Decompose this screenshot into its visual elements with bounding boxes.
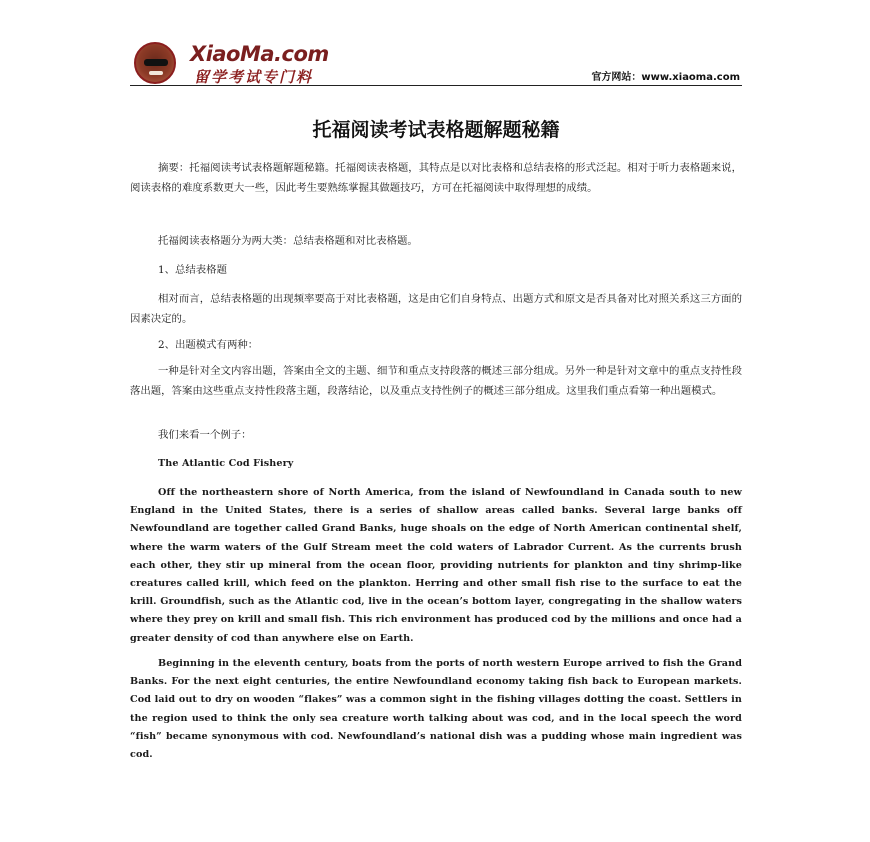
xiaoma-logo[interactable] [130,42,370,86]
mascot-mouth [149,71,163,75]
header-divider [130,85,742,86]
sunglasses-icon [144,59,168,66]
section-heading-1: 1、总结表格题 [158,264,227,276]
types-paragraph: 托福阅读表格题分为两大类：总结表格题和对比表格题。 [158,235,418,247]
abstract-paragraph: 摘要：托福阅读考试表格题解题秘籍。托福阅读表格题，其特点是以对比表格和总结表格的形式泛起。相对于听力表格题来说，阅读表格的难度系数更大一些，因此考生要熟练掌握其做题技巧，方可在托福阅读中取得理想的成绩。 [130,162,742,194]
passage-paragraph-2: Beginning in the eleventh century, boats from the ports of north western Europe arrived to fish the Grand Banks. For the next eight centuries, the entire Newfoundland economy taking fish back to European markets. Cod laid out to dry on wooden “flakes” was a common sight in the fishing villages dotting the coast. Settlers in the region used to think the only sea creature worth talking about was cod, and in the local speech the word “fish” became synonymous with cod. Newfoundland’s national dish was a pudding whose main ingredient was cod. [130,658,742,761]
section-heading-2: 2、出题模式有两种： [158,339,259,351]
passage-title: The Atlantic Cod Fishery [158,458,294,469]
horse-mascot-icon [134,42,176,84]
page-header [130,40,742,88]
document-title: 托福阅读考试表格题解题秘籍 [312,119,560,141]
modes-paragraph: 一种是针对全文内容出题，答案由全文的主题、细节和重点支持段落的概述三部分组成。另外一种是针对文章中的重点支持性段落出题，答案由这些重点支持性段落主题，段落结论，以及重点支持性例子的概述三部分组成。这里我们重点看第一种出题模式。 [130,365,742,397]
summary-paragraph: 相对而言，总结表格题的出现频率要高于对比表格题，这是由它们自身特点、出题方式和原文是否具备对比对照关系这三方面的因素决定的。 [130,293,742,325]
example-intro: 我们来看一个例子： [158,429,252,441]
brand-slogan: 留学考试专门料 [194,68,314,86]
passage-paragraph-1: Off the northeastern shore of North America, from the island of Newfoundland in Canada south to new England in the United States, there is a series of shallow areas called banks. Several large banks off Newfoundland are together called Grand Banks, huge shoals on the edge of North American continental shelf, where the warm waters of the Gulf Stream meet the cold waters of Labrador Current. As the currents brush each other, they stir up mineral from the ocean floor, providing nutrients for plankton and tiny shrimp-like creatures called krill, which feed on the plankton. Herring and other small fish rise to the surface to eat the krill. Groundfish, such as the Atlantic cod, live in the ocean’s bottom layer, congregating in the shallow waters where they prey on krill and small fish. This rich environment has produced cod by the millions and once had a greater density of cod than anywhere else on Earth. [130,487,742,644]
official-website-label[interactable]: 官方网站：www.xiaoma.com [591,72,740,83]
brand-name: XiaoMa.com [190,42,329,66]
